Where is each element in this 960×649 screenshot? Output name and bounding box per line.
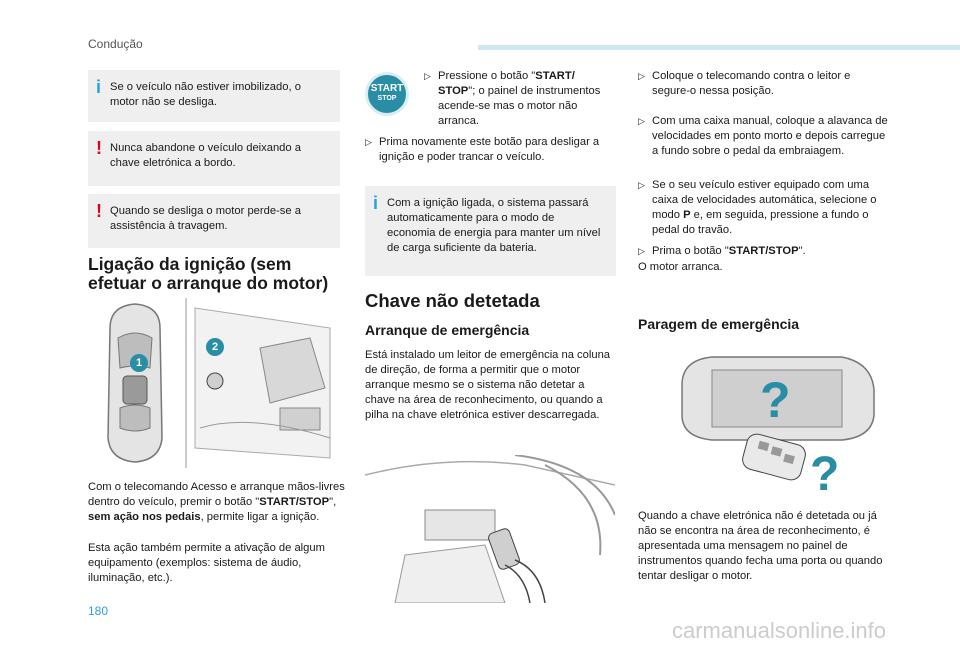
text: Com uma caixa manual, coloque a alavanca de velocidades em ponto morto e depois carregue a fundo sobre o pedal da embraiagem.	[652, 115, 888, 157]
heading-ignition	[88, 255, 348, 293]
warning-icon: !	[96, 201, 102, 221]
bullet-icon: ▷	[638, 246, 645, 256]
engine-starts-text: O motor arranca.	[638, 261, 723, 273]
step-automatic-gearbox	[638, 178, 888, 238]
step-manual-gearbox	[638, 114, 888, 159]
info-icon: i	[96, 77, 102, 97]
bullet-icon: ▷	[638, 71, 645, 81]
figure-car-console	[90, 298, 340, 468]
svg-text:?: ?	[760, 372, 791, 428]
header-bar	[478, 45, 960, 50]
warning-note-brake-assist	[88, 194, 340, 248]
bullet-icon: ▷	[638, 116, 645, 126]
heading-line: Ligação da ignição (sem	[88, 254, 292, 274]
figure-car-key-not-detected	[672, 345, 882, 495]
warning-icon: !	[96, 138, 102, 158]
text-bold: START/ STOP	[438, 70, 575, 97]
note-text: Quando se desliga o motor perde-se a assistência à travagem.	[110, 205, 301, 232]
svg-text:?: ?	[810, 448, 840, 495]
bullet-icon: ▷	[424, 71, 431, 81]
marker-2: 2	[206, 338, 224, 356]
text: Prima o botão "	[652, 245, 729, 257]
button-label: STOP	[377, 95, 397, 102]
info-icon: i	[373, 193, 379, 213]
text: Coloque o telecomando contra o leitor e segure-o nessa posição.	[652, 70, 851, 97]
text: ".	[798, 245, 806, 257]
page-number: 180	[88, 604, 109, 618]
note-text: Nunca abandone o veículo deixando a chave eletrónica a bordo.	[110, 142, 301, 169]
text: ",	[329, 496, 337, 508]
text: Pressione o botão "	[438, 70, 536, 82]
watermark: carmanualsonline.info	[672, 618, 887, 643]
text: Se o seu veículo estiver equipado com uma caixa de velocidades automática, selecione o modo	[652, 179, 877, 221]
step-place-remote	[638, 69, 888, 99]
text: "; o painel de instrumentos acende-se mas o motor não arranca.	[438, 85, 601, 127]
text-bold: START/STOP	[728, 245, 799, 257]
note-text: Se o veículo não estiver imobilizado, o motor não se desliga.	[110, 81, 301, 108]
text-bold: sem ação nos pedais	[88, 511, 201, 523]
text: e, em seguida, pressione a fundo o pedal do travão.	[652, 209, 869, 236]
info-note-immobilized	[88, 70, 340, 122]
text-bold: START/STOP	[259, 496, 330, 508]
section-title: Condução	[88, 37, 143, 51]
bullet-icon: ▷	[365, 137, 372, 147]
heading-emergency-start: Arranque de emergência	[365, 322, 530, 338]
info-note-energy-saving	[365, 186, 616, 276]
ignition-paragraph	[88, 480, 348, 525]
note-text: Com a ignição ligada, o sistema passará automaticamente para o modo de economia de energia para manter um nível de carga suficiente da bateria.	[387, 197, 601, 254]
text: Com o telecomando Acesso e arranque mãos-livres dentro do veículo, premir o botão "	[88, 481, 345, 508]
emergency-start-paragraph: Está instalado um leitor de emergência na coluna de direção, de forma a permitir que o motor arranque mesmo se o sistema não detetar a chave na área de reconhecimento, ou quando a pilha na chave eletrónica estiver descarregada.	[365, 349, 611, 421]
text: , permite ligar a ignição.	[200, 511, 320, 523]
step-press-again	[365, 135, 617, 165]
warning-note-key-on-board	[88, 131, 340, 186]
text-bold: P	[683, 209, 691, 221]
step-press-start	[424, 69, 604, 129]
bullet-icon: ▷	[638, 180, 645, 190]
figure-steering-column-reader	[365, 455, 615, 603]
start-stop-button-icon	[365, 72, 409, 116]
equipment-paragraph: Esta ação também permite a ativação de algum equipamento (exemplos: sistema de áudio, iluminação, etc.).	[88, 542, 325, 584]
marker-1: 1	[130, 354, 148, 372]
heading-emergency-stop: Paragem de emergência	[638, 316, 800, 332]
button-label: START	[370, 83, 404, 94]
text: Prima novamente este botão para desligar a ignição e poder trancar o veículo.	[379, 136, 600, 163]
heading-key-not-detected: Chave não detetada	[365, 290, 540, 311]
emergency-stop-paragraph: Quando a chave eletrónica não é detetada ou já não se encontra na área de reconhecimento, é apresentada uma mensagem no painel de instrumentos quando fecha uma porta ou quando tentar desligar o motor.	[638, 510, 883, 582]
heading-line: efetuar o arranque do motor)	[88, 273, 329, 293]
step-press-start-stop	[638, 244, 888, 259]
